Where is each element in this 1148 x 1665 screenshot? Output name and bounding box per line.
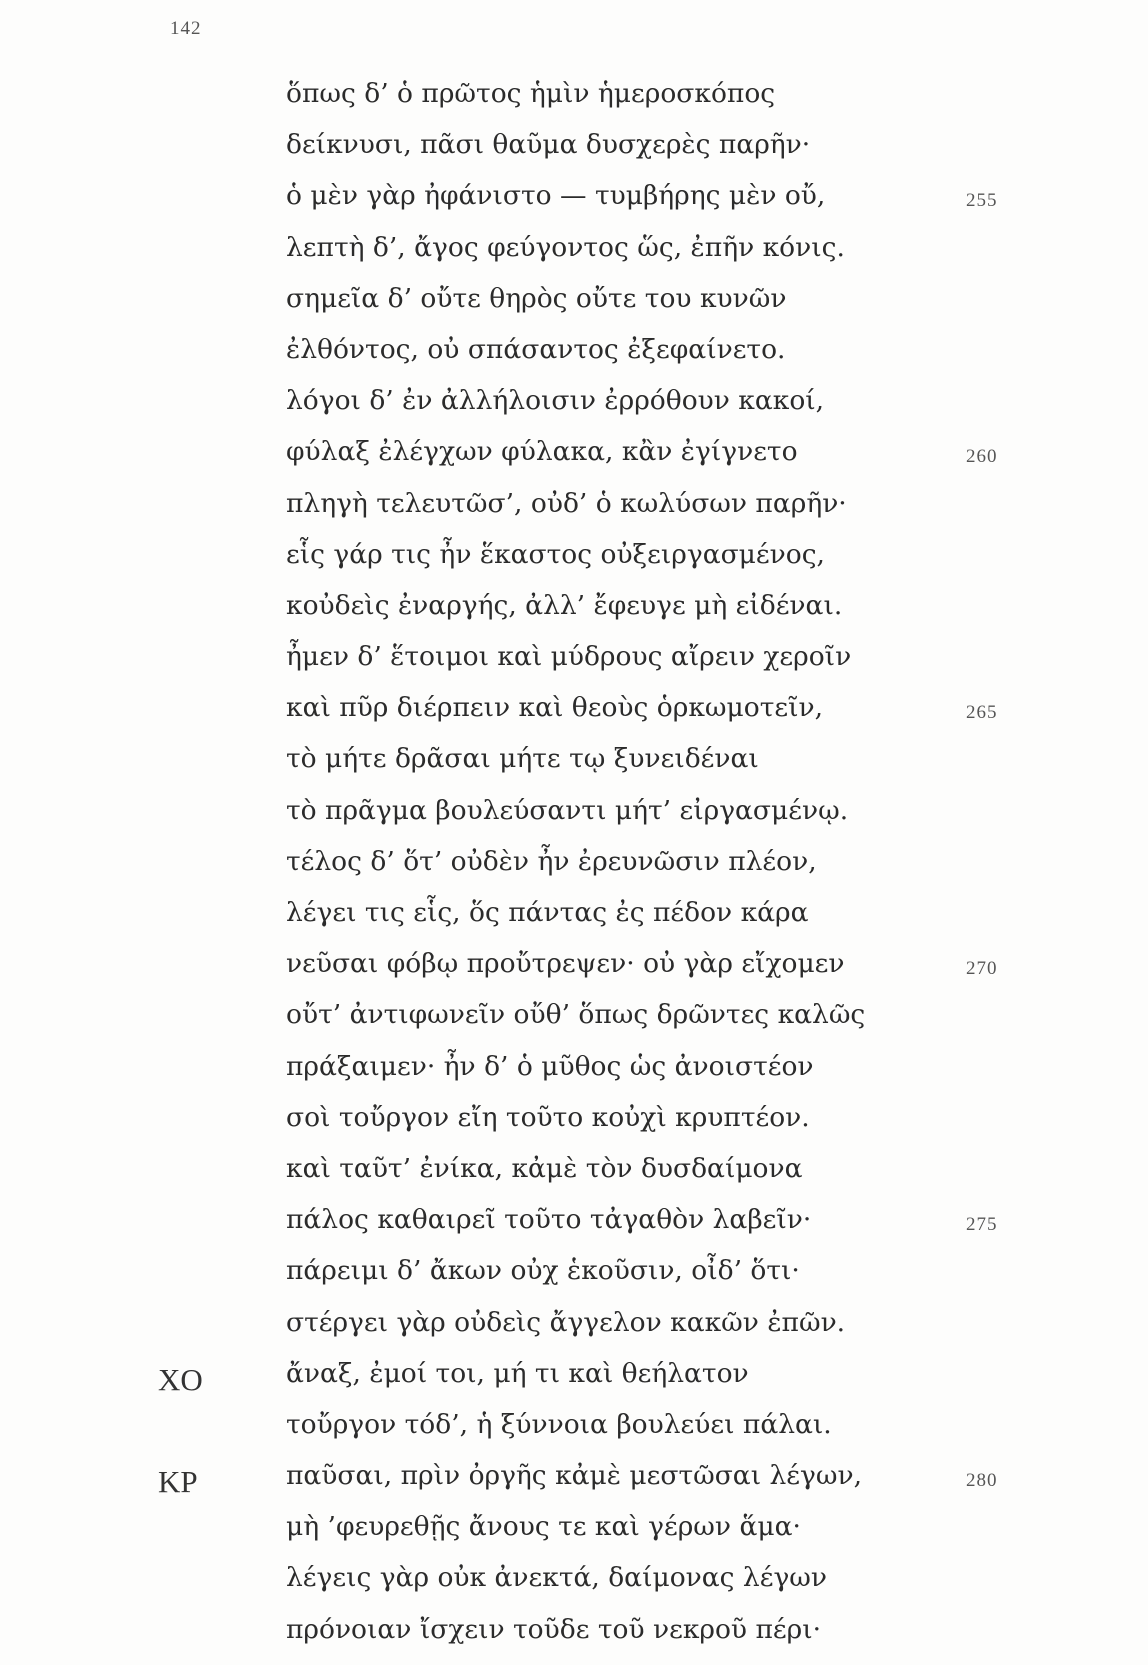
verse-text: κοὐδεὶς ἐναργής, ἀλλ’ ἔφευγε μὴ εἰδέναι.: [286, 589, 843, 621]
verse-line: [0, 846, 1148, 897]
verse-line: [0, 1614, 1148, 1665]
verse-text: λόγοι δ’ ἐν ἀλλήλοισιν ἐρρόθουν κακοί,: [286, 385, 825, 417]
verse-text: τὸ μήτε δρᾶσαι μήτε τῳ ξυνειδέναι: [286, 743, 759, 775]
line-number: 270: [966, 958, 998, 980]
verse-line: [0, 1102, 1148, 1153]
verse-text: εἷς γάρ τις ἦν ἕκαστος οὐξειργασμένος,: [286, 538, 825, 570]
verse-line: [0, 795, 1148, 846]
verse-line: [0, 1511, 1148, 1562]
verse-text: πάλος καθαιρεῖ τοῦτο τἀγαθὸν λαβεῖν·: [286, 1204, 812, 1236]
verse-text: λεπτὴ δ’, ἄγος φεύγοντος ὥς, ἐπῆν κόνις.: [286, 231, 845, 263]
verse-text: πληγὴ τελευτῶσ’, οὐδ’ ὁ κωλύσων παρῆν·: [286, 487, 847, 519]
verse-line: [0, 1153, 1148, 1204]
verse-block: [0, 78, 1148, 1665]
verse-line: [0, 283, 1148, 334]
verse-text: ἦμεν δ’ ἕτοιμοι καὶ μύδρους αἴρειν χεροῖν: [286, 641, 852, 673]
verse-text: ἄναξ, ἐμοί τοι, μή τι καὶ θεήλατον: [286, 1357, 749, 1389]
verse-text: καὶ πῦρ διέρπειν καὶ θεοὺς ὁρκωμοτεῖν,: [286, 692, 824, 724]
verse-line: [0, 78, 1148, 129]
verse-line: [0, 180, 1148, 231]
verse-text: τὸ πρᾶγμα βουλεύσαντι μήτ’ εἰργασμένῳ.: [286, 794, 849, 826]
verse-line: [0, 385, 1148, 436]
verse-text: μὴ ’φευρεθῇς ἄνους τε καὶ γέρων ἅμα·: [286, 1511, 801, 1543]
verse-text: ὅπως δ’ ὁ πρῶτος ἡμὶν ἡμεροσκόπος: [286, 78, 776, 109]
verse-text: ἐλθόντος, οὐ σπάσαντος ἐξεφαίνετο.: [286, 333, 786, 365]
line-number: 280: [966, 1470, 998, 1492]
verse-line: [0, 897, 1148, 948]
verse-text: λέγεις γὰρ οὐκ ἀνεκτά, δαίμονας λέγων: [286, 1562, 827, 1594]
line-number: 260: [966, 446, 998, 468]
verse-line: [0, 1204, 1148, 1255]
verse-text: δείκνυσι, πᾶσι θαῦμα δυσχερὲς παρῆν·: [286, 129, 811, 161]
line-number: 275: [966, 1214, 998, 1236]
verse-line: [0, 948, 1148, 999]
verse-line: [0, 1562, 1148, 1613]
verse-line: [0, 590, 1148, 641]
line-number: 255: [966, 190, 998, 212]
verse-text: πάρειμι δ’ ἄκων οὐχ ἑκοῦσιν, οἶδ’ ὅτι·: [286, 1255, 800, 1287]
verse-text: οὔτ’ ἀντιφωνεῖν οὔθ’ ὅπως δρῶντες καλῶς: [286, 999, 866, 1031]
verse-line: [0, 232, 1148, 283]
verse-text: παῦσαι, πρὶν ὀργῆς κἀμὲ μεστῶσαι λέγων,: [286, 1460, 863, 1492]
verse-line: [0, 743, 1148, 794]
verse-text: τοὔργον τόδ’, ἡ ξύννοια βουλεύει πάλαι.: [286, 1408, 832, 1440]
verse-line: [0, 539, 1148, 590]
verse-line: [0, 436, 1148, 487]
verse-line: [0, 641, 1148, 692]
speaker-label: ΧΟ: [158, 1361, 203, 1397]
verse-text: στέργει γὰρ οὐδεὶς ἄγγελον κακῶν ἐπῶν.: [286, 1306, 846, 1338]
verse-text: τέλος δ’ ὅτ’ οὐδὲν ἦν ἐρευνῶσιν πλέον,: [286, 845, 817, 877]
verse-text: νεῦσαι φόβῳ προὔτρεψεν· οὐ γὰρ εἴχομεν: [286, 948, 845, 980]
verse-line: [0, 1051, 1148, 1102]
verse-line: [0, 999, 1148, 1050]
verse-line: [0, 488, 1148, 539]
verse-line: [0, 1460, 1148, 1511]
verse-line: [0, 1307, 1148, 1358]
verse-text: πρόνοιαν ἴσχειν τοῦδε τοῦ νεκροῦ πέρι·: [286, 1613, 822, 1645]
verse-text: φύλαξ ἐλέγχων φύλακα, κἂν ἐγίγνετο: [286, 436, 798, 468]
verse-line: [0, 129, 1148, 180]
verse-text: πράξαιμεν· ἦν δ’ ὁ μῦθος ὡς ἀνοιστέον: [286, 1050, 814, 1082]
line-number: 265: [966, 702, 998, 724]
verse-text: λέγει τις εἷς, ὅς πάντας ἐς πέδον κάρα: [286, 897, 809, 928]
verse-text: σοὶ τοὔργον εἴη τοῦτο κοὐχὶ κρυπτέον.: [286, 1101, 810, 1133]
verse-line: [0, 1409, 1148, 1460]
verse-line: [0, 334, 1148, 385]
verse-text: ὁ μὲν γὰρ ἠφάνιστο — τυμβήρης μὲν οὔ,: [286, 180, 826, 212]
verse-text: καὶ ταῦτ’ ἐνίκα, κἀμὲ τὸν δυσδαίμονα: [286, 1152, 803, 1184]
verse-line: [0, 1255, 1148, 1306]
verse-line: [0, 692, 1148, 743]
verse-line: [0, 1358, 1148, 1409]
speaker-label: ΚΡ: [158, 1464, 198, 1500]
page-number: 142: [170, 18, 202, 39]
verse-text: σημεῖα δ’ οὔτε θηρὸς οὔτε του κυνῶν: [286, 282, 787, 314]
